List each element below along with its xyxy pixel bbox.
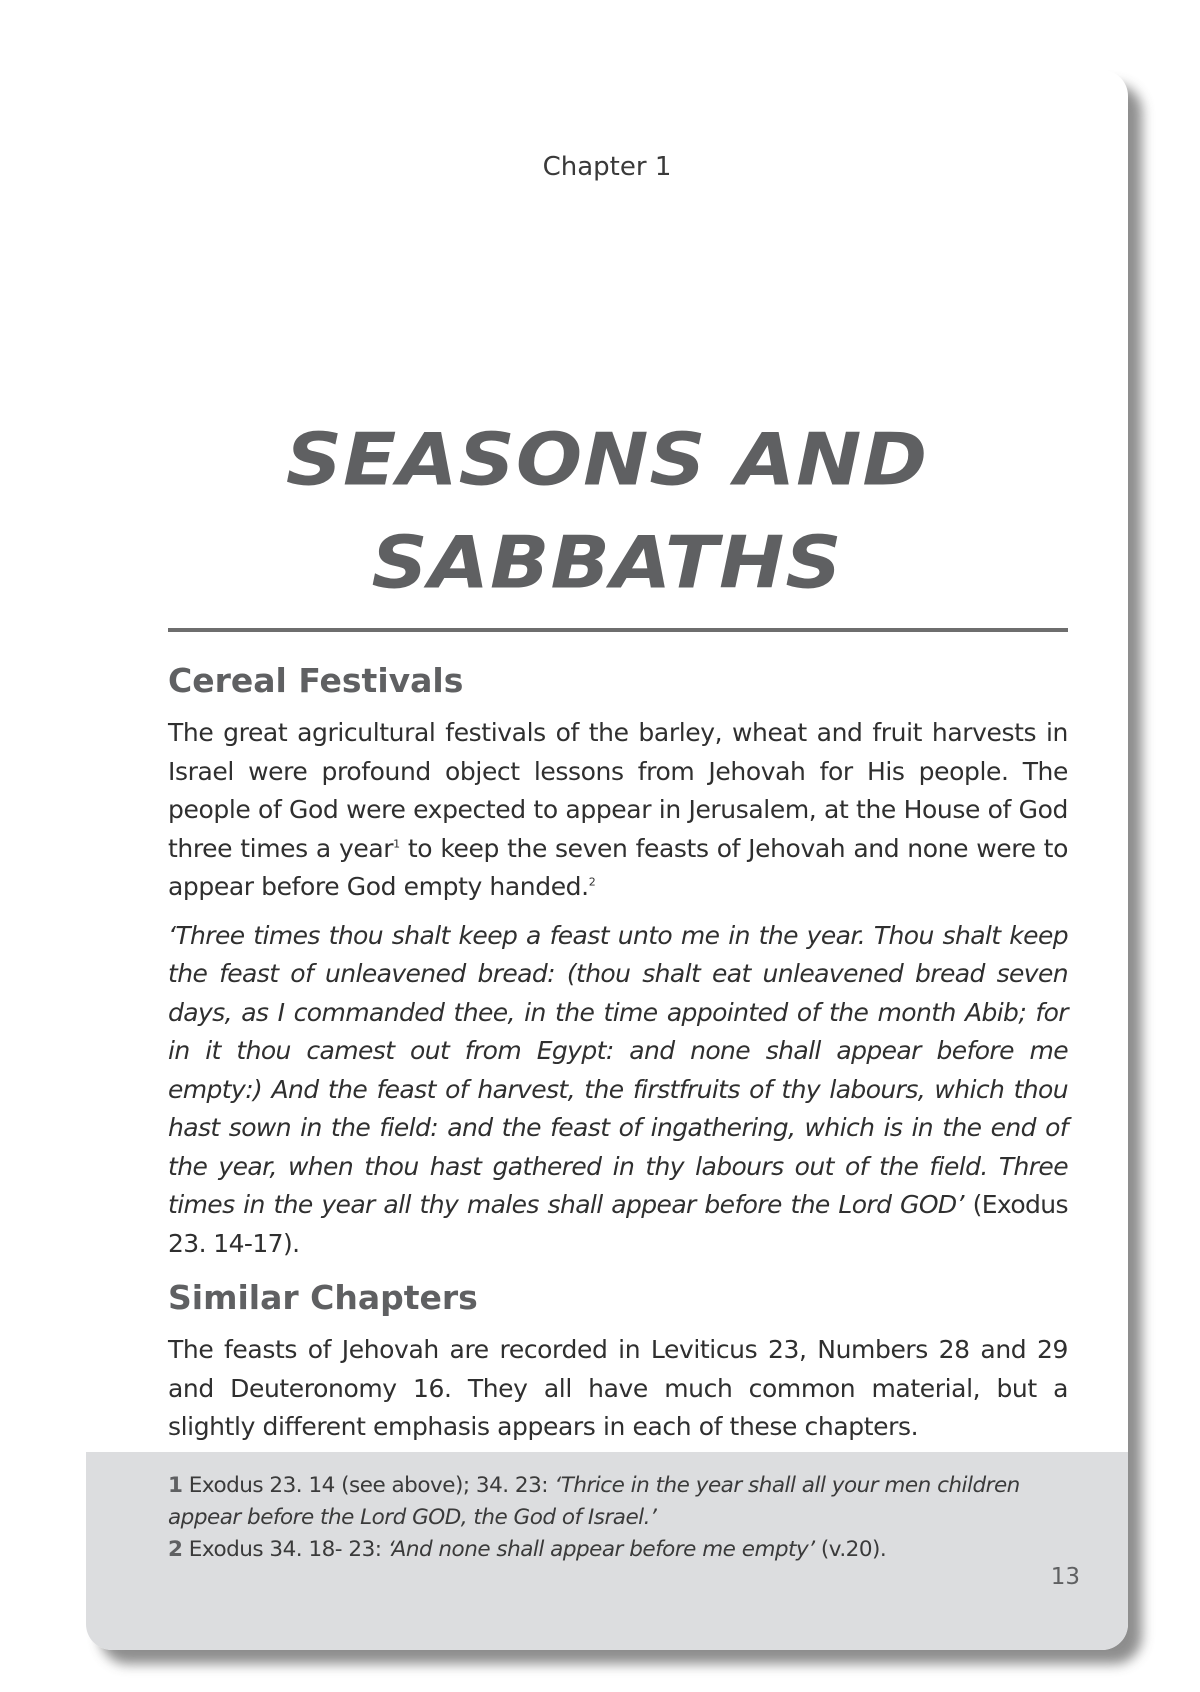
footnotes-panel xyxy=(86,1452,1128,1650)
footnote-number: 1 xyxy=(168,1473,183,1498)
title-divider xyxy=(168,628,1068,632)
footnote-1 xyxy=(168,1470,1068,1534)
chapter-title-line-2: SABBATHS xyxy=(371,522,843,605)
quote-text: ‘Three times thou shalt keep a feast unto me in the year. Thou shalt keep the feast of unleavened bread: (thou shalt eat unleavened bread seven days, as I commanded thee, in the time appointed of the month Abib; for in it thou camest out from Egypt: and none shall appear before me empty:) And the feast of harvest, the firstfruits of thy labours, which thou hast sown in the field: and the feast of ingathering, which is in the end of the year, when thou hast gathered in thy labours out of the field. Three times in the year all thy males shall appear before the Lord GOD’ xyxy=(168,920,1068,1219)
footnote-quote: ‘Thrice in the year shall all your men children appear before the Lord GOD, the God of Israel.’ xyxy=(168,1473,1020,1530)
section-heading-similar-chapters: Similar Chapters xyxy=(168,1278,478,1317)
footnote-text-after: (v.20). xyxy=(814,1537,887,1562)
chapter-title xyxy=(86,409,1128,615)
paragraph-similar-chapters: The feasts of Jehovah are recorded in Leviticus 23, Numbers 28 and 29 and Deuteronomy 16. They all have much common material, but a slightly different emphasis appears in each of these chapters. xyxy=(168,1335,1068,1441)
book-page xyxy=(86,70,1128,1650)
footnote-2 xyxy=(168,1534,1068,1566)
paragraph-cereal-festivals xyxy=(168,714,1068,907)
footnote-quote: ‘And none shall appear before me empty’ xyxy=(387,1537,815,1562)
page-number: 13 xyxy=(1050,1564,1080,1590)
footnote-ref-1[interactable]: 1 xyxy=(393,837,400,851)
footnote-text: Exodus 34. 18- 23: xyxy=(182,1537,388,1562)
quote-reference: (Exodus 23. 14-17). xyxy=(168,1190,1068,1258)
paragraph-text: to keep the seven feasts of Jehovah and none were to appear before God empty handed. xyxy=(168,833,1068,901)
chapter-title-line-1: SEASONS AND xyxy=(285,419,929,502)
paragraph-text: The great agricultural festivals of the barley, wheat and fruit harvests in Israel were profound object lessons from Jehovah for His people. The people of God were expected to appear in Jerusalem, at the House of God three times a year xyxy=(168,718,1068,863)
footnote-ref-2[interactable]: 2 xyxy=(588,875,596,889)
footnote-text: Exodus 23. 14 (see above); 34. 23: xyxy=(182,1473,555,1498)
footnote-number: 2 xyxy=(168,1537,183,1562)
chapter-label: Chapter 1 xyxy=(542,152,672,182)
body-content xyxy=(168,658,1068,1457)
scripture-quote xyxy=(168,917,1068,1264)
section-heading-cereal-festivals: Cereal Festivals xyxy=(168,661,464,700)
